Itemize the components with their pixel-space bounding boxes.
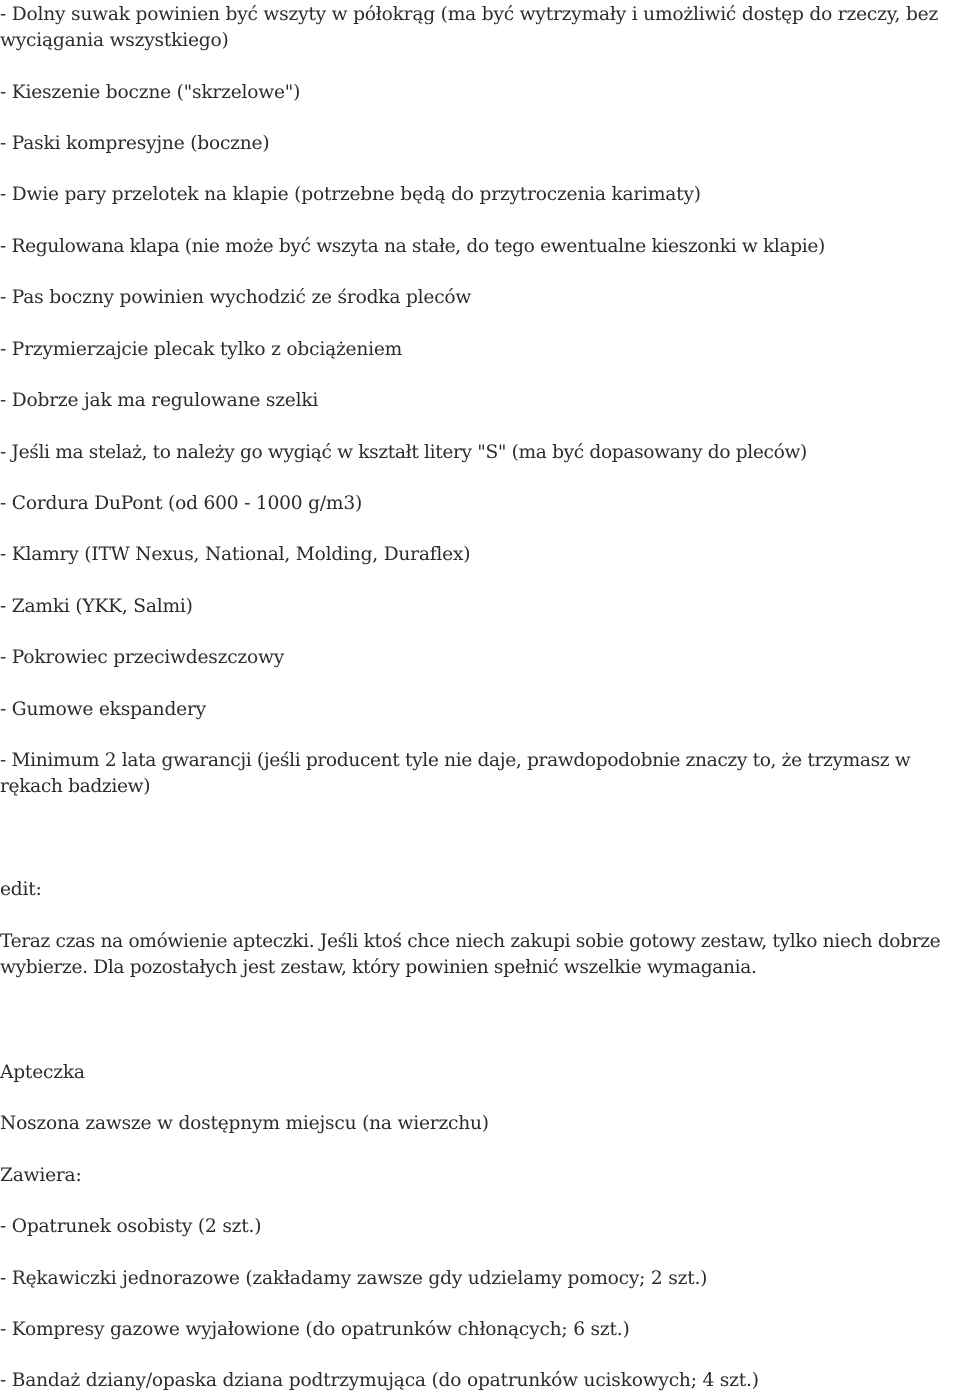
list-item: - Kieszenie boczne ("skrzelowe") [0, 82, 301, 103]
list-item: - Pokrowiec przeciwdeszczowy [0, 647, 285, 668]
list-item: - Regulowana klapa (nie może być wszyta na stałe, do tego ewentualne kieszonki w klapie) [0, 236, 825, 257]
list-item: - Cordura DuPont (od 600 - 1000 g/m3) [0, 493, 363, 514]
kit-item: - Rękawiczki jednorazowe (zakładamy zawsze gdy udzielamy pomocy; 2 szt.) [0, 1268, 708, 1289]
list-item: - Minimum 2 lata gwarancji (jeśli producent tyle nie daje, prawdopodobnie znaczy to, że trzymasz w rękach badziew) [0, 750, 911, 797]
list-item: - Dobrze jak ma regulowane szelki [0, 390, 319, 411]
edit-label: edit: [0, 879, 42, 900]
list-item: - Jeśli ma stelaż, to należy go wygiąć w kształt litery "S" (ma być dopasowany do pleców) [0, 442, 807, 463]
kit-contains-label: Zawiera: [0, 1165, 82, 1186]
list-item: - Klamry (ITW Nexus, National, Molding, Duraflex) [0, 544, 471, 565]
kit-item: - Kompresy gazowe wyjałowione (do opatrunków chłonących; 6 szt.) [0, 1319, 630, 1340]
intro-paragraph: Teraz czas na omówienie apteczki. Jeśli ktoś chce niech zakupi sobie gotowy zestaw, tylko niech dobrze wybierze. Dla pozostałych jest zestaw, który powinien spełnić wszelkie wymagania. [0, 931, 941, 978]
list-item: - Zamki (YKK, Salmi) [0, 596, 193, 617]
list-item: - Przymierzajcie plecak tylko z obciążeniem [0, 339, 403, 360]
list-item: - Gumowe ekspandery [0, 699, 206, 720]
list-item: - Dolny suwak powinien być wszyty w półokrąg (ma być wytrzymały i umożliwić dostęp do rzeczy, bez wyciągania wszystkiego) [0, 4, 939, 51]
kit-item: - Opatrunek osobisty (2 szt.) [0, 1216, 262, 1237]
kit-title: Apteczka [0, 1062, 85, 1083]
list-item: - Dwie pary przelotek na klapie (potrzebne będą do przytroczenia karimaty) [0, 184, 701, 205]
kit-item: - Bandaż dziany/opaska dziana podtrzymująca (do opatrunków uciskowych; 4 szt.) [0, 1370, 759, 1391]
list-item: - Pas boczny powinien wychodzić ze środka pleców [0, 287, 472, 308]
list-item: - Paski kompresyjne (boczne) [0, 133, 270, 154]
kit-carry-note: Noszona zawsze w dostępnym miejscu (na wierzchu) [0, 1113, 489, 1134]
